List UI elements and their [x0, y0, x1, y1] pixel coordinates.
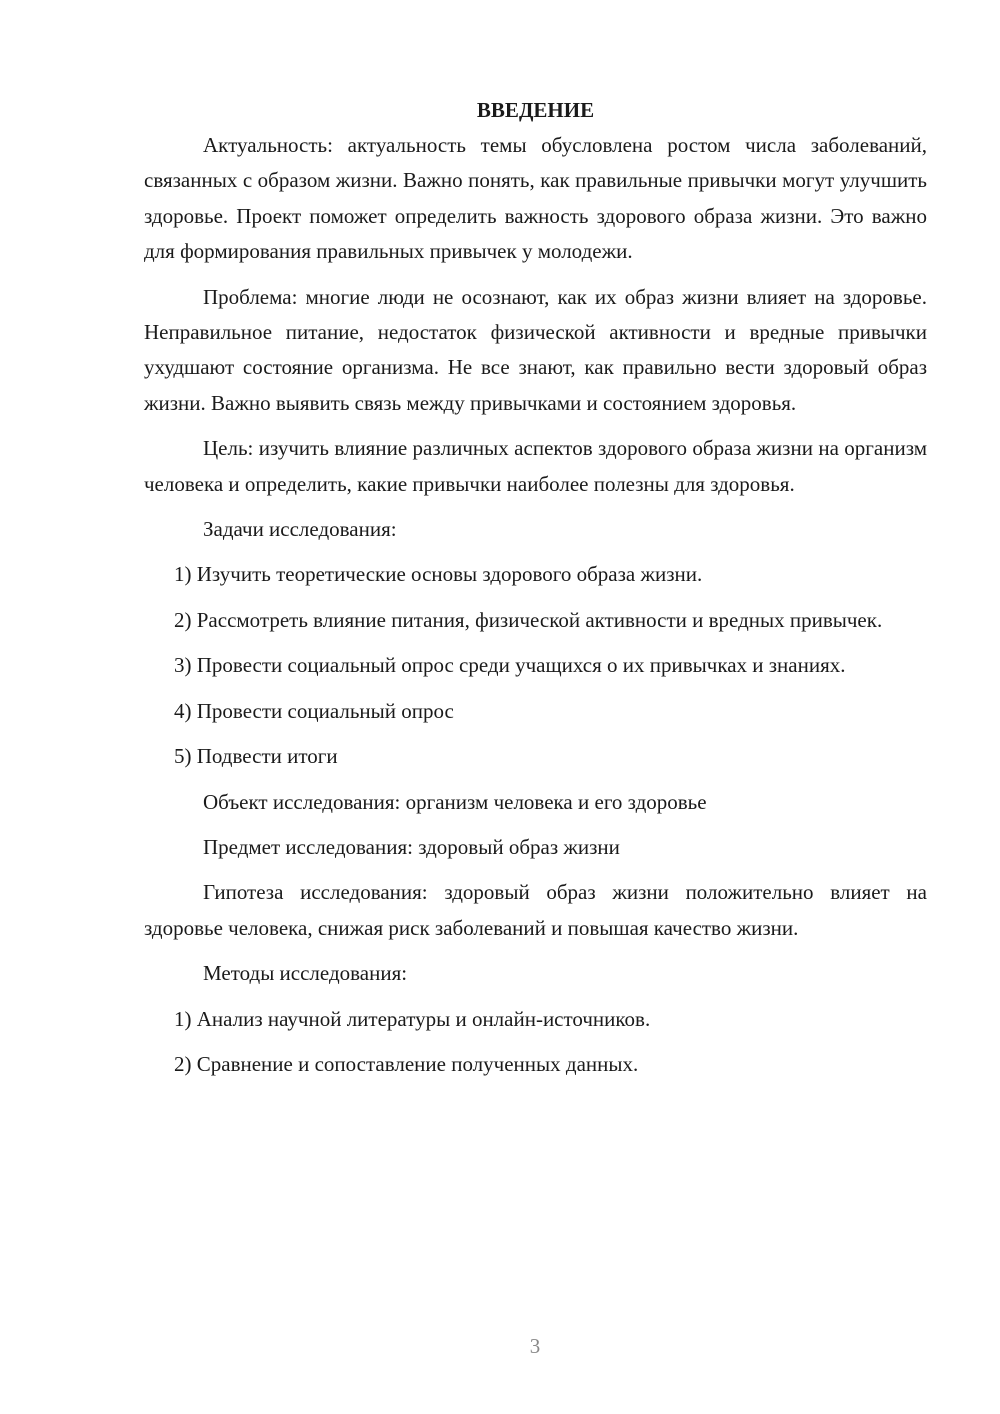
section-title: ВВЕДЕНИЕ	[476, 98, 595, 122]
methods-heading: Методы исследования:	[203, 961, 408, 986]
research-object: Объект исследования: организм человека и его здоровье	[203, 789, 707, 814]
task-item-5: 5) Подвести итоги	[174, 744, 338, 769]
research-subject: Предмет исследования: здоровый образ жизни	[203, 834, 620, 859]
page-number: 3	[529, 1334, 541, 1358]
tasks-heading: Задачи исследования:	[203, 517, 397, 542]
method-item-1: 1) Анализ научной литературы и онлайн-источников.	[174, 1006, 651, 1031]
task-item-2: 2) Рассмотреть влияние питания, физической активности и вредных привычек.	[174, 607, 883, 632]
task-item-1: 1) Изучить теоретические основы здорового образа жизни.	[174, 562, 703, 587]
method-item-2: 2) Сравнение и сопоставление полученных данных.	[174, 1051, 639, 1076]
document-page	[144, 92, 927, 1082]
task-item-4: 4) Провести социальный опрос	[174, 698, 454, 723]
research-hypothesis: Гипотеза исследования: здоровый образ жизни положительно влияет на здоровье человека, снижая риск заболеваний и повышая качество жизни.	[144, 880, 927, 940]
goal-paragraph: Цель: изучить влияние различных аспектов здорового образа жизни на организм человека и определить, какие привычки наиболее полезны для здоровья.	[144, 436, 927, 496]
problem-paragraph: Проблема: многие люди не осознают, как их образ жизни влияет на здоровье. Неправильное питание, недостаток физической активности и вредные привычки ухудшают состояние организма. Не все знают, как правильно вести здоровый образ жизни. Важно выявить связь между привычками и состоянием здоровья.	[144, 284, 927, 415]
task-item-3: 3) Провести социальный опрос среди учащихся о их привычках и знаниях.	[174, 653, 846, 678]
relevance-paragraph: Актуальность: актуальность темы обусловлена ростом числа заболеваний, связанных с образом жизни. Важно понять, как правильные привычки могут улучшить здоровье. Проект поможет определить важность здорового образа жизни. Это важно для формирования правильных привычек у молодежи.	[144, 133, 927, 264]
